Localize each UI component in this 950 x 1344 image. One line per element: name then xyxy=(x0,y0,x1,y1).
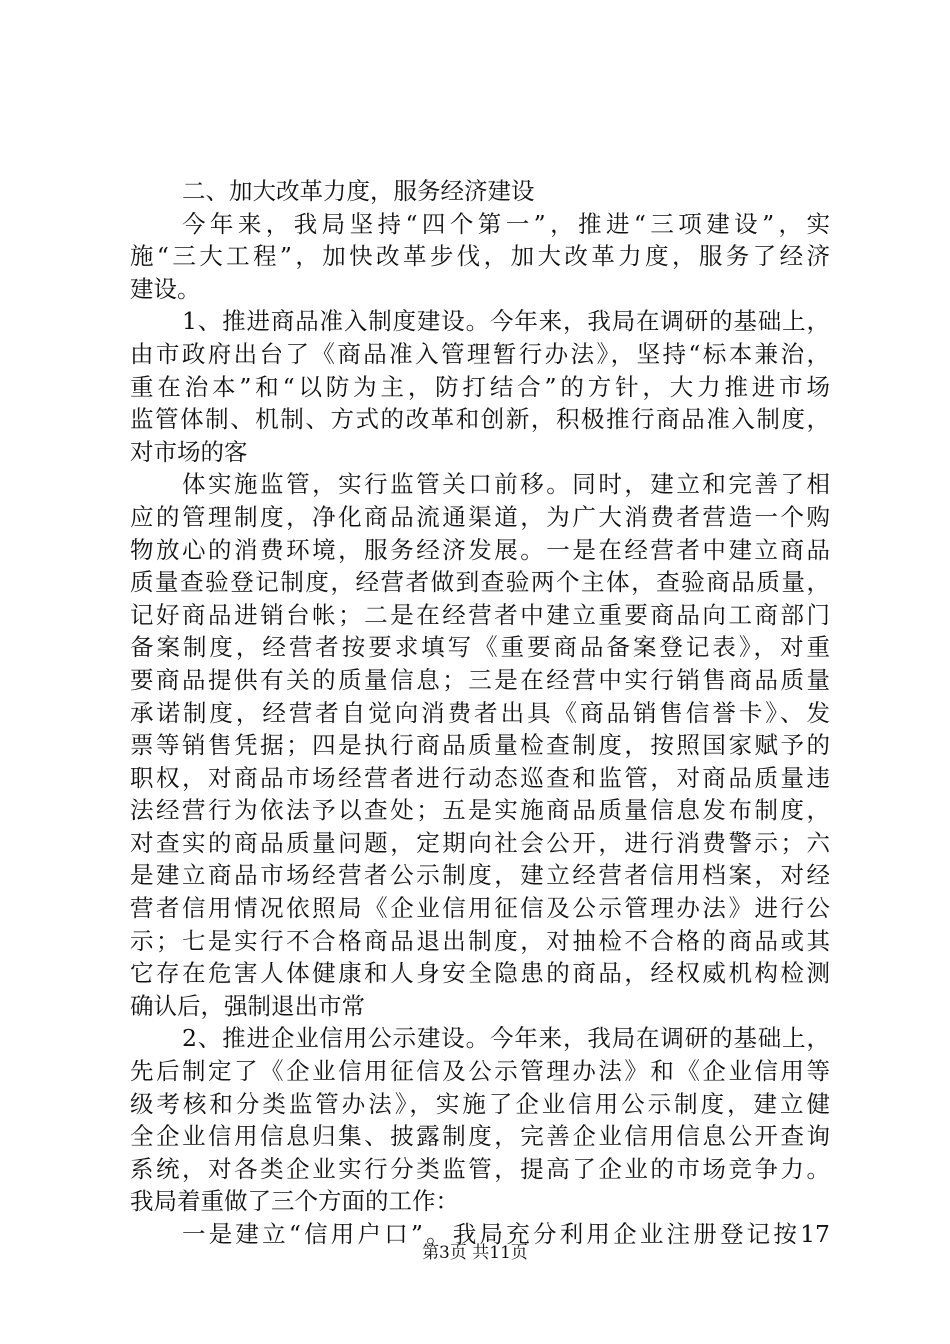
text-line: 1、推进商品准入制度建设。今年来，我局在调研的基础上， xyxy=(182,307,830,336)
text-line: 一是建立“信用户口”。我局充分利用企业注册登记按17 xyxy=(182,1220,830,1248)
text-line: 确认后，强制退出市常 xyxy=(130,991,365,1020)
text-line: 我局着重做了三个方面的工作： xyxy=(130,1187,459,1216)
text-line: 2、推进企业信用公示建设。今年来，我局在调研的基础上， xyxy=(182,1024,830,1053)
text-line: 应的管理制度，净化商品流通渠道，为广大消费者营造一个购 xyxy=(130,502,830,531)
text-line: 全企业信用信息归集、披露制度，完善企业信用信息公开查询 xyxy=(130,1122,830,1151)
document-body xyxy=(130,175,830,1251)
text-line: 质量查验登记制度，经营者做到查验两个主体，查验商品质量， xyxy=(130,568,830,597)
text-line: 职权，对商品市场经营者进行动态巡查和监管，对商品质量违 xyxy=(130,763,830,792)
text-line: 法经营行为依法予以查处；五是实施商品质量信息发布制度， xyxy=(130,796,830,825)
text-line: 对查实的商品质量问题，定期向社会公开，进行消费警示；六 xyxy=(130,828,830,857)
text-line: 系统，对各类企业实行分类监管，提高了企业的市场竞争力。 xyxy=(130,1154,830,1183)
text-line: 承诺制度，经营者自觉向消费者出具《商品销售信誉卡》、发 xyxy=(130,698,830,727)
text-line: 今年来，我局坚持“四个第一”，推进“三项建设”，实 xyxy=(182,209,830,238)
text-line: 先后制定了《企业信用征信及公示管理办法》和《企业信用等 xyxy=(130,1057,830,1086)
text-line: 重在治本”和“以防为主，防打结合”的方针，大力推进市场 xyxy=(130,372,830,401)
text-line: 营者信用情况依照局《企业信用征信及公示管理办法》进行公 xyxy=(130,894,830,923)
text-line: 是建立商品市场经营者公示制度，建立经营者信用档案，对经 xyxy=(130,861,830,890)
text-line: 要商品提供有关的质量信息；三是在经营中实行销售商品质量 xyxy=(130,665,830,694)
text-line: 监管体制、机制、方式的改革和创新，积极推行商品准入制度， xyxy=(130,405,830,434)
text-line: 记好商品进销台帐；二是在经营者中建立重要商品向工商部门 xyxy=(130,600,830,629)
text-line: 票等销售凭据；四是执行商品质量检查制度，按照国家赋予的 xyxy=(130,731,830,760)
text-line: 对市场的客 xyxy=(130,437,248,466)
text-line: 由市政府出台了《商品准入管理暂行办法》，坚持“标本兼治， xyxy=(130,339,830,368)
text-line: 建设。 xyxy=(130,274,201,303)
text-line: 物放心的消费环境，服务经济发展。一是在经营者中建立商品 xyxy=(130,535,830,564)
text-line: 体实施监管，实行监管关口前移。同时，建立和完善了相 xyxy=(182,470,830,499)
text-line: 它存在危害人体健康和人身安全隐患的商品，经权威机构检测 xyxy=(130,959,830,988)
text-line: 备案制度，经营者按要求填写《重要商品备案登记表》，对重 xyxy=(130,633,830,662)
page-footer: 第3页 共11页 xyxy=(422,1243,528,1263)
text-line: 示；七是实行不合格商品退出制度，对抽检不合格的商品或其 xyxy=(130,926,830,955)
text-line: 二、加大改革力度，服务经济建设 xyxy=(182,177,535,205)
text-line: 级考核和分类监管办法》，实施了企业信用公示制度，建立健 xyxy=(130,1089,830,1118)
text-line: 施“三大工程”，加快改革步伐，加大改革力度，服务了经济 xyxy=(130,242,830,271)
